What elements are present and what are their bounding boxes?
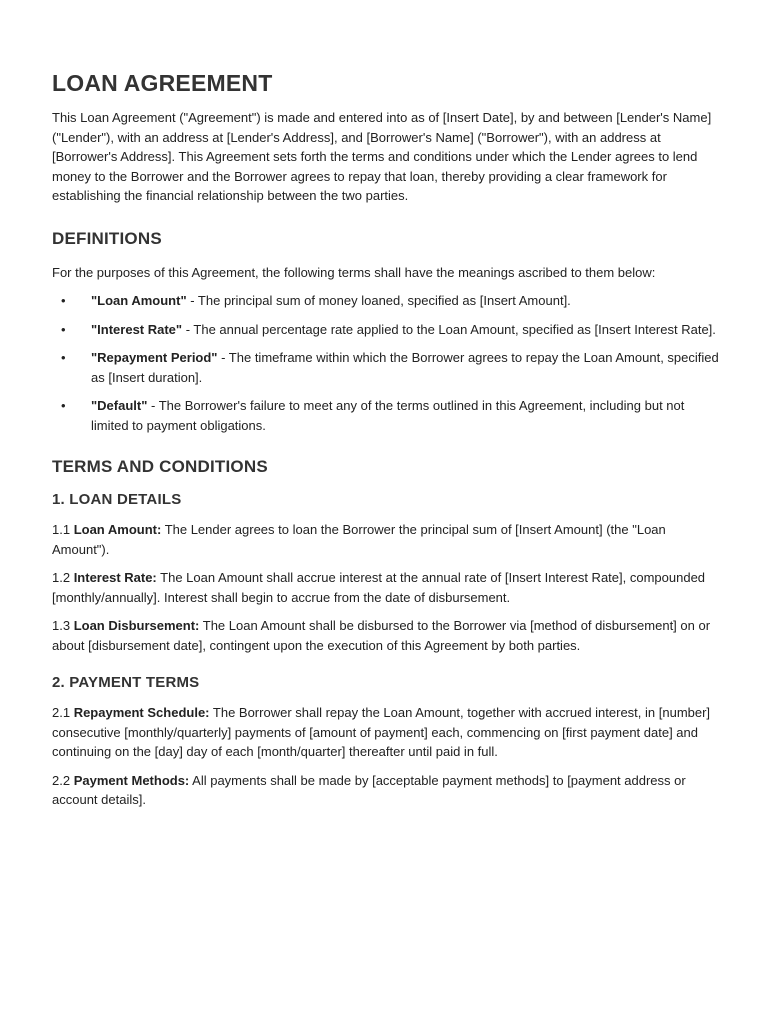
clause-number: 2.2 — [52, 772, 74, 788]
definition-text: - The annual percentage rate applied to the Loan Amount, specified as [Insert Interest Rate]. — [182, 321, 716, 337]
definitions-heading: DEFINITIONS — [52, 228, 162, 248]
clause-2-1 — [52, 703, 722, 762]
definition-text: - The principal sum of money loaned, specified as [Insert Amount]. — [186, 293, 571, 308]
section-heading: 2. PAYMENT TERMS — [52, 674, 200, 691]
bullet-icon: • — [61, 350, 66, 365]
bullet-icon: • — [61, 398, 66, 413]
clause-number: 1.2 — [52, 570, 74, 585]
definition-item — [52, 291, 722, 311]
definitions-list — [52, 291, 722, 435]
definition-text: - The timeframe within which the Borrower agrees to repay the Loan Amount, specified as [Insert duration]. — [91, 350, 719, 385]
clause-2-2 — [52, 771, 722, 810]
clause-number: 2.1 — [52, 705, 74, 720]
definition-term: "Repayment Period" — [91, 350, 218, 365]
clause-text: All payments shall be made by [acceptable payment methods] to [payment address or account details]. — [52, 772, 686, 807]
clause-number: 1.3 — [52, 618, 74, 633]
terms-heading: TERMS AND CONDITIONS — [52, 457, 268, 476]
definition-item — [52, 320, 722, 340]
bullet-icon: • — [61, 321, 66, 337]
clause-1-2 — [52, 568, 722, 607]
definitions-intro: For the purposes of this Agreement, the following terms shall have the meanings ascribed to them below: — [52, 264, 656, 280]
document-title: LOAN AGREEMENT — [52, 70, 273, 96]
clause-text: The Loan Amount shall accrue interest at the annual rate of [Insert Interest Rate], compounded [monthly/annually]. Interest shall begin to accrue from the date of disbursement. — [52, 570, 706, 605]
clause-text: The Borrower shall repay the Loan Amount, together with accrued interest, in [number] consecutive [monthly/quarterly] payments of [amount of payment] each, commencing on [first payment date] and continuing on the [day] day of each [month/quarter] thereafter until paid in full. — [52, 705, 711, 759]
section-heading: 1. LOAN DETAILS — [52, 491, 182, 508]
definition-term: "Interest Rate" — [91, 321, 183, 337]
clause-number: 1.1 — [52, 522, 74, 537]
clause-label: Loan Disbursement: — [73, 618, 200, 633]
definition-item — [52, 348, 722, 387]
document-page — [52, 70, 722, 819]
clause-1-1 — [52, 520, 722, 559]
definition-term: "Loan Amount" — [91, 293, 187, 308]
clause-1-3 — [52, 616, 722, 655]
clause-text: The Lender agrees to loan the Borrower the principal sum of [Insert Amount] (the "Loan Amount"). — [52, 522, 666, 557]
definition-text: - The Borrower's failure to meet any of the terms outlined in this Agreement, including but not limited to payment obligations. — [91, 398, 685, 433]
clause-label: Repayment Schedule: — [73, 705, 210, 720]
section-loan-details — [52, 491, 722, 655]
definition-item — [52, 396, 722, 435]
clause-text: The Loan Amount shall be disbursed to the Borrower via [method of disbursement] on or about [disbursement date], contingent upon the execution of this Agreement by both parties. — [52, 618, 711, 653]
definition-term: "Default" — [91, 398, 148, 413]
clause-label: Loan Amount: — [73, 522, 162, 537]
clause-label: Interest Rate: — [73, 570, 157, 585]
intro-paragraph: This Loan Agreement ("Agreement") is made and entered into as of [Insert Date], by and between [Lender's Name] ("Lender"), with an address at [Lender's Address], and [Borrower's Name] ("Borrower"), with an address at [Borrower's Address]. This Agreement sets forth the terms and conditions under which the Lender agrees to lend money to the Borrower and the Borrower agrees to repay that loan, thereby providing a clear framework for establishing the financial relationship between the two parties. — [52, 110, 712, 203]
section-payment-terms — [52, 674, 722, 810]
bullet-icon: • — [61, 293, 66, 308]
clause-label: Payment Methods: — [73, 772, 190, 788]
